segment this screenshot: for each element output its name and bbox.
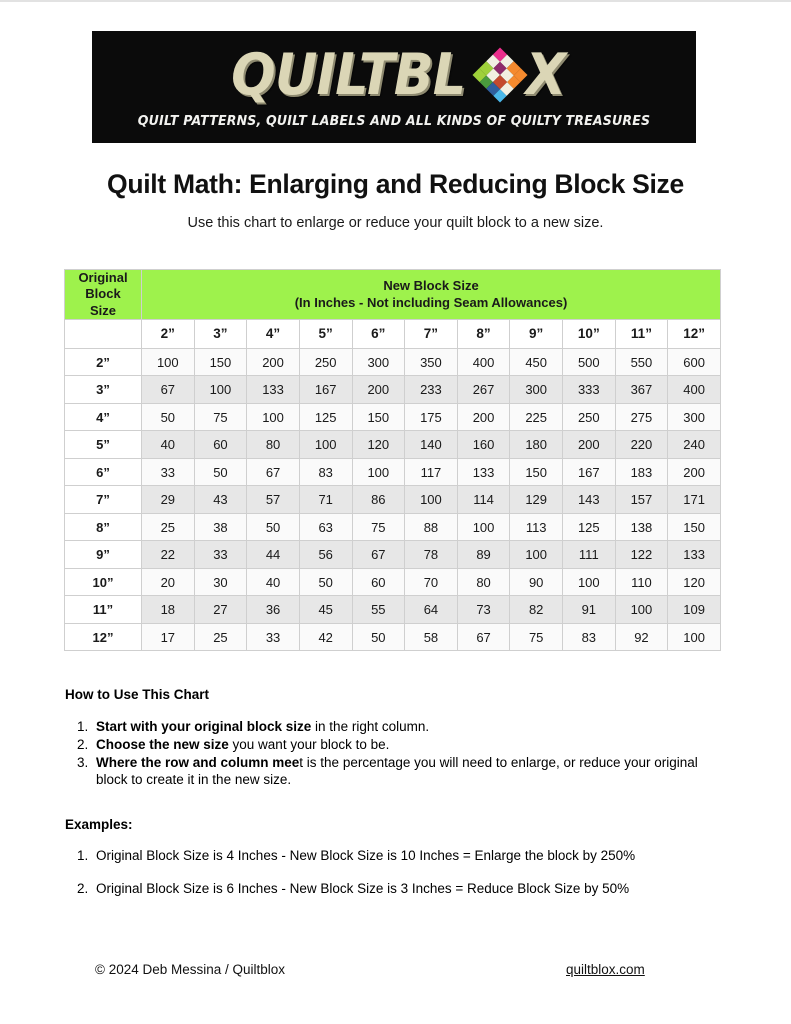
- corner-header-line: Original: [78, 270, 128, 285]
- table-cell: 300: [352, 348, 405, 376]
- examples-list: [65, 847, 752, 912]
- table-cell: 240: [668, 431, 721, 459]
- table-cell: 58: [405, 623, 458, 651]
- table-row: [65, 623, 721, 651]
- howto-item: [92, 754, 722, 788]
- table-cell: 180: [510, 431, 563, 459]
- table-cell: 57: [247, 486, 300, 514]
- column-header-cell: 6”: [352, 319, 405, 348]
- table-cell: 150: [352, 403, 405, 431]
- table-cell: 150: [194, 348, 247, 376]
- table-cell: 17: [142, 623, 195, 651]
- howto-item-emphasis: Where the row and column mee: [96, 755, 300, 770]
- row-header-cell: 8”: [65, 513, 142, 541]
- table-cell: 100: [563, 568, 616, 596]
- example-item: 2. Original Block Size is 6 Inches - New Block Size is 3 Inches = Reduce Block Size by 50%: [92, 880, 752, 898]
- table-cell: 45: [299, 596, 352, 624]
- table-cell: 200: [352, 376, 405, 404]
- logo-wordmark-right: X: [525, 41, 566, 108]
- table-cell: 89: [457, 541, 510, 569]
- column-header-cell: 5”: [299, 319, 352, 348]
- table-row: [65, 568, 721, 596]
- table-cell: 400: [457, 348, 510, 376]
- examples-heading: Examples:: [65, 817, 133, 832]
- table-cell: 150: [510, 458, 563, 486]
- table-cell: 67: [142, 376, 195, 404]
- table-cell: 167: [563, 458, 616, 486]
- example-item: 1. Original Block Size is 4 Inches - New Block Size is 10 Inches = Enlarge the block by 250%: [92, 847, 752, 865]
- table-cell: 171: [668, 486, 721, 514]
- table-cell: 100: [352, 458, 405, 486]
- table-cell: 167: [299, 376, 352, 404]
- row-header-cell: 12”: [65, 623, 142, 651]
- table-cell: 125: [299, 403, 352, 431]
- table-cell: 275: [615, 403, 668, 431]
- table-cell: 78: [405, 541, 458, 569]
- table-cell: 600: [668, 348, 721, 376]
- row-header-cell: 11”: [65, 596, 142, 624]
- table-cell: 29: [142, 486, 195, 514]
- table-cell: 183: [615, 458, 668, 486]
- table-row: [65, 348, 721, 376]
- table-cell: 80: [457, 568, 510, 596]
- table-cell: 300: [510, 376, 563, 404]
- table-cell: 67: [352, 541, 405, 569]
- row-header-cell: 6”: [65, 458, 142, 486]
- table-cell: 20: [142, 568, 195, 596]
- table-cell: 500: [563, 348, 616, 376]
- table-header-row: [65, 270, 721, 320]
- table-cell: 55: [352, 596, 405, 624]
- table-cell: 83: [299, 458, 352, 486]
- table-cell: 225: [510, 403, 563, 431]
- table-cell: 50: [247, 513, 300, 541]
- table-cell: 100: [405, 486, 458, 514]
- table-cell: 38: [194, 513, 247, 541]
- page-title: Quilt Math: Enlarging and Reducing Block Size: [107, 169, 684, 199]
- table-cell: 44: [247, 541, 300, 569]
- table-cell: 75: [194, 403, 247, 431]
- table-cell: 83: [563, 623, 616, 651]
- table-row: [65, 403, 721, 431]
- table-cell: 138: [615, 513, 668, 541]
- table-cell: 88: [405, 513, 458, 541]
- table-cell: 267: [457, 376, 510, 404]
- table-cell: 71: [299, 486, 352, 514]
- howto-item-text: in the right column.: [311, 719, 430, 734]
- howto-list: [65, 718, 722, 789]
- table-cell: 250: [299, 348, 352, 376]
- column-header-cell: 10”: [563, 319, 616, 348]
- table-cell: 91: [563, 596, 616, 624]
- table-cell: 117: [405, 458, 458, 486]
- table-cell: 150: [668, 513, 721, 541]
- table-cell: 129: [510, 486, 563, 514]
- table-cell: 233: [405, 376, 458, 404]
- table-cell: 122: [615, 541, 668, 569]
- howto-item-text: t is the percentage you will need to enlarge, or reduce your original block to create it in the new size.: [96, 755, 698, 787]
- table-cell: 27: [194, 596, 247, 624]
- table-cell: 33: [247, 623, 300, 651]
- table-cell: 125: [563, 513, 616, 541]
- table-cell: 140: [405, 431, 458, 459]
- row-header-cell: 3”: [65, 376, 142, 404]
- table-row: [65, 458, 721, 486]
- howto-item-emphasis: Choose the new size: [96, 737, 229, 752]
- page-subtitle: Use this chart to enlarge or reduce your quilt block to a new size.: [187, 215, 604, 231]
- quilt-math-chart: [64, 269, 721, 651]
- table-cell: 40: [247, 568, 300, 596]
- row-header-cell: 5”: [65, 431, 142, 459]
- logo-wordmark-left: QUILTBL: [230, 41, 466, 108]
- table-cell: 63: [299, 513, 352, 541]
- table-cell: 110: [615, 568, 668, 596]
- table-cell: 200: [668, 458, 721, 486]
- table-head: [65, 270, 721, 349]
- table-cell: 175: [405, 403, 458, 431]
- quiltblox-logo-banner: [92, 31, 696, 143]
- table-cell: 100: [142, 348, 195, 376]
- table-cell: 133: [247, 376, 300, 404]
- table-cell: 160: [457, 431, 510, 459]
- table-cell: 30: [194, 568, 247, 596]
- table-cell: 120: [352, 431, 405, 459]
- table-cell: 100: [299, 431, 352, 459]
- table-cell: 50: [299, 568, 352, 596]
- table-cell: 56: [299, 541, 352, 569]
- table-cell: 143: [563, 486, 616, 514]
- table-cell: 250: [563, 403, 616, 431]
- table-cell: 67: [457, 623, 510, 651]
- table-cell: 82: [510, 596, 563, 624]
- table-cell: 450: [510, 348, 563, 376]
- table-cell: 367: [615, 376, 668, 404]
- table-row: [65, 513, 721, 541]
- table-cell: 22: [142, 541, 195, 569]
- table-cell: 100: [615, 596, 668, 624]
- table-cell: 300: [668, 403, 721, 431]
- table-cell: 333: [563, 376, 616, 404]
- column-header-cell: 2”: [142, 319, 195, 348]
- table-main-header: [142, 270, 721, 320]
- table-cell: 133: [457, 458, 510, 486]
- table-cell: 25: [194, 623, 247, 651]
- table-cell: 43: [194, 486, 247, 514]
- logo-wordmark: [92, 39, 696, 111]
- table-cell: 100: [247, 403, 300, 431]
- corner-header-line: Block: [85, 286, 121, 302]
- column-header-cell: 9”: [510, 319, 563, 348]
- conversion-table: [64, 269, 721, 651]
- row-header-cell: 4”: [65, 403, 142, 431]
- table-cell: 36: [247, 596, 300, 624]
- table-cell: 40: [142, 431, 195, 459]
- howto-item: [92, 718, 722, 735]
- table-cell: 157: [615, 486, 668, 514]
- table-cell: 42: [299, 623, 352, 651]
- table-cell: 60: [194, 431, 247, 459]
- table-cell: 70: [405, 568, 458, 596]
- table-cell: 111: [563, 541, 616, 569]
- table-cell: 100: [510, 541, 563, 569]
- table-column-header-row: [65, 319, 721, 348]
- table-row: [65, 541, 721, 569]
- howto-heading: How to Use This Chart: [65, 687, 210, 702]
- table-cell: 350: [405, 348, 458, 376]
- table-cell: 92: [615, 623, 668, 651]
- howto-item-emphasis: Start with your original block size: [96, 719, 312, 734]
- row-header-cell: 2”: [65, 348, 142, 376]
- table-cell: 220: [615, 431, 668, 459]
- quilt-diamond-icon: [473, 48, 528, 103]
- table-cell: 100: [457, 513, 510, 541]
- table-cell: 113: [510, 513, 563, 541]
- table-body: [65, 348, 721, 651]
- table-cell: 33: [194, 541, 247, 569]
- table-cell: 400: [668, 376, 721, 404]
- table-cell: 114: [457, 486, 510, 514]
- table-cell: 50: [194, 458, 247, 486]
- table-cell: 86: [352, 486, 405, 514]
- column-header-cell: 7”: [405, 319, 458, 348]
- table-cell: 64: [405, 596, 458, 624]
- column-header-cell: 11”: [615, 319, 668, 348]
- table-cell: 75: [510, 623, 563, 651]
- column-header-blank: [65, 319, 142, 348]
- table-cell: 67: [247, 458, 300, 486]
- table-cell: 100: [668, 623, 721, 651]
- row-header-cell: 7”: [65, 486, 142, 514]
- table-cell: 109: [668, 596, 721, 624]
- table-row: [65, 431, 721, 459]
- table-cell: 120: [668, 568, 721, 596]
- table-row: [65, 596, 721, 624]
- table-cell: 80: [247, 431, 300, 459]
- table-cell: 200: [563, 431, 616, 459]
- table-row: [65, 376, 721, 404]
- table-corner-header: [65, 270, 142, 320]
- table-cell: 200: [457, 403, 510, 431]
- howto-item-text: you want your block to be.: [228, 737, 390, 752]
- footer-copyright: © 2024 Deb Messina / Quiltblox: [95, 962, 286, 977]
- table-cell: 25: [142, 513, 195, 541]
- table-cell: 50: [352, 623, 405, 651]
- table-row: [65, 486, 721, 514]
- table-cell: 133: [668, 541, 721, 569]
- table-cell: 200: [247, 348, 300, 376]
- table-cell: 90: [510, 568, 563, 596]
- table-cell: 50: [142, 403, 195, 431]
- chart-title: New Block Size: [383, 278, 479, 294]
- row-header-cell: 9”: [65, 541, 142, 569]
- table-cell: 60: [352, 568, 405, 596]
- row-header-cell: 10”: [65, 568, 142, 596]
- column-header-cell: 3”: [194, 319, 247, 348]
- logo-tagline: QUILT PATTERNS, QUILT LABELS AND ALL KINDS OF QUILTY TREASURES: [137, 113, 651, 129]
- table-cell: 73: [457, 596, 510, 624]
- column-header-cell: 12”: [668, 319, 721, 348]
- chart-subtitle: (In Inches - Not including Seam Allowances): [294, 295, 568, 311]
- corner-header-line: Size: [89, 302, 116, 318]
- table-cell: 75: [352, 513, 405, 541]
- table-cell: 33: [142, 458, 195, 486]
- column-header-cell: 4”: [247, 319, 300, 348]
- footer-website-link[interactable]: quiltblox.com: [566, 962, 645, 977]
- table-cell: 550: [615, 348, 668, 376]
- table-cell: 100: [194, 376, 247, 404]
- howto-item: [92, 736, 722, 753]
- column-header-cell: 8”: [457, 319, 510, 348]
- table-cell: 18: [142, 596, 195, 624]
